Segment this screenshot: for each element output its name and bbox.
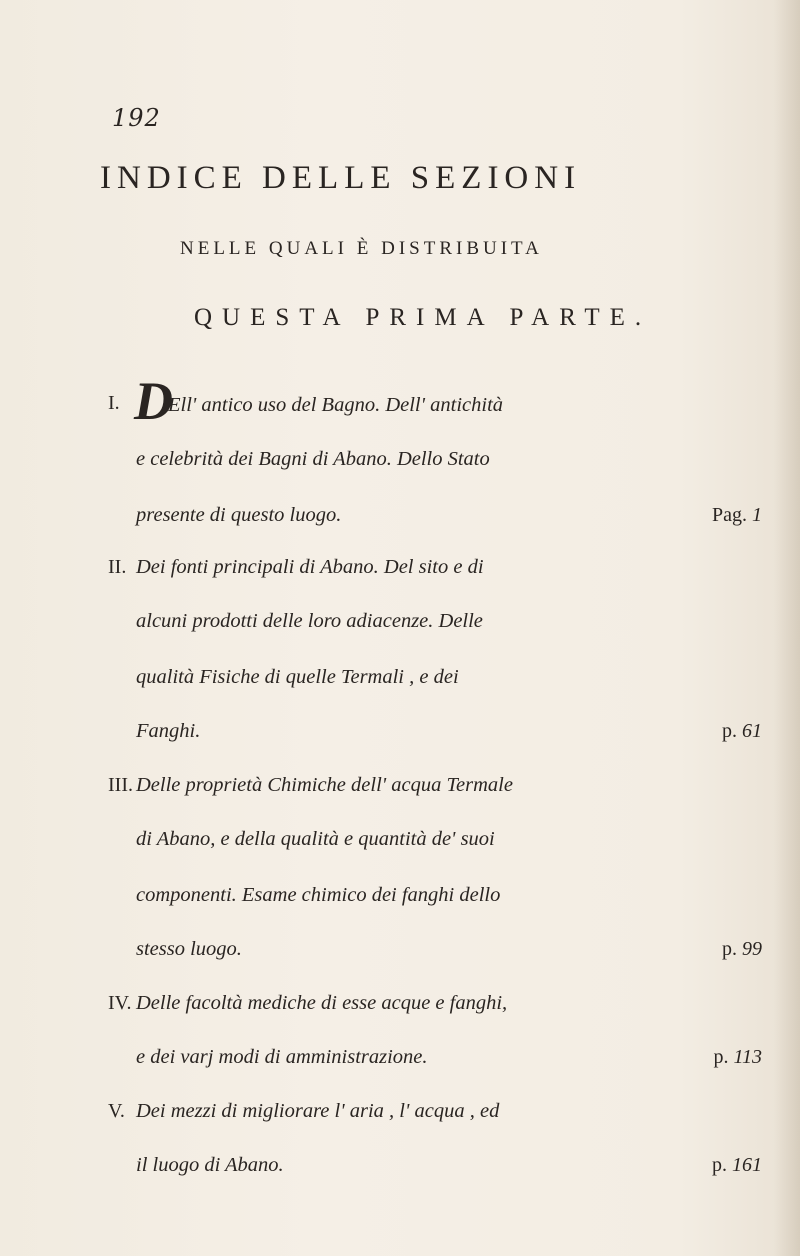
entry-line: qualità Fisiche di quelle Termali , e dei bbox=[136, 666, 459, 688]
page-reference bbox=[712, 1154, 762, 1177]
entry-line: alcuni prodotti delle loro adiacenze. Delle bbox=[136, 610, 483, 632]
page-label: p. bbox=[712, 1154, 727, 1176]
entry-line: stesso luogo. bbox=[136, 938, 242, 960]
entry-line: Dei fonti principali di Abano. Del sito e di bbox=[136, 556, 484, 578]
page-value: 99 bbox=[742, 938, 762, 960]
section-numeral: III. bbox=[108, 774, 133, 796]
section-numeral: V. bbox=[108, 1100, 125, 1122]
page-reference bbox=[722, 720, 762, 743]
page-label: p. bbox=[722, 938, 737, 960]
page-value: 161 bbox=[732, 1154, 762, 1176]
entry-line: di Abano, e della qualità e quantità de' suoi bbox=[136, 828, 495, 850]
drop-capital: D bbox=[134, 371, 173, 431]
index-subtitle-part: QUESTA PRIMA PARTE. bbox=[194, 304, 652, 331]
section-numeral: IV. bbox=[108, 992, 132, 1014]
index-title: INDICE DELLE SEZIONI bbox=[100, 160, 582, 196]
page-edge-shadow bbox=[774, 0, 800, 1256]
page-reference bbox=[722, 938, 762, 961]
entry-line: Delle facoltà mediche di esse acque e fanghi, bbox=[136, 992, 508, 1014]
entry-line: componenti. Esame chimico dei fanghi dello bbox=[136, 884, 501, 906]
entry-line: il luogo di Abano. bbox=[136, 1154, 284, 1176]
entry-line: Ell' antico uso del Bagno. Dell' antichità bbox=[168, 394, 504, 416]
section-numeral: I. bbox=[108, 392, 120, 414]
page-label: p. bbox=[713, 1046, 729, 1068]
entry-line: Delle proprietà Chimiche dell' acqua Termale bbox=[136, 774, 513, 796]
entry-line: e dei varj modi di amministrazione. bbox=[136, 1046, 428, 1068]
page-value: 113 bbox=[733, 1046, 762, 1068]
page-label: p. bbox=[722, 720, 737, 742]
page-number: 192 bbox=[112, 104, 161, 132]
entry-line: e celebrità dei Bagni di Abano. Dello Stato bbox=[136, 448, 490, 470]
page-reference bbox=[712, 504, 762, 527]
page-value: 1 bbox=[752, 504, 762, 526]
section-numeral: II. bbox=[108, 556, 127, 578]
page-reference bbox=[713, 1046, 762, 1069]
entry-line: presente di questo luogo. bbox=[136, 504, 342, 526]
entry-line: Fanghi. bbox=[136, 720, 201, 742]
index-subtitle: NELLE QUALI È DISTRIBUITA bbox=[180, 238, 543, 259]
page-label: Pag. bbox=[712, 504, 747, 526]
page-value: 61 bbox=[742, 720, 762, 742]
entry-line: Dei mezzi di migliorare l' aria , l' acqua , ed bbox=[136, 1100, 500, 1122]
